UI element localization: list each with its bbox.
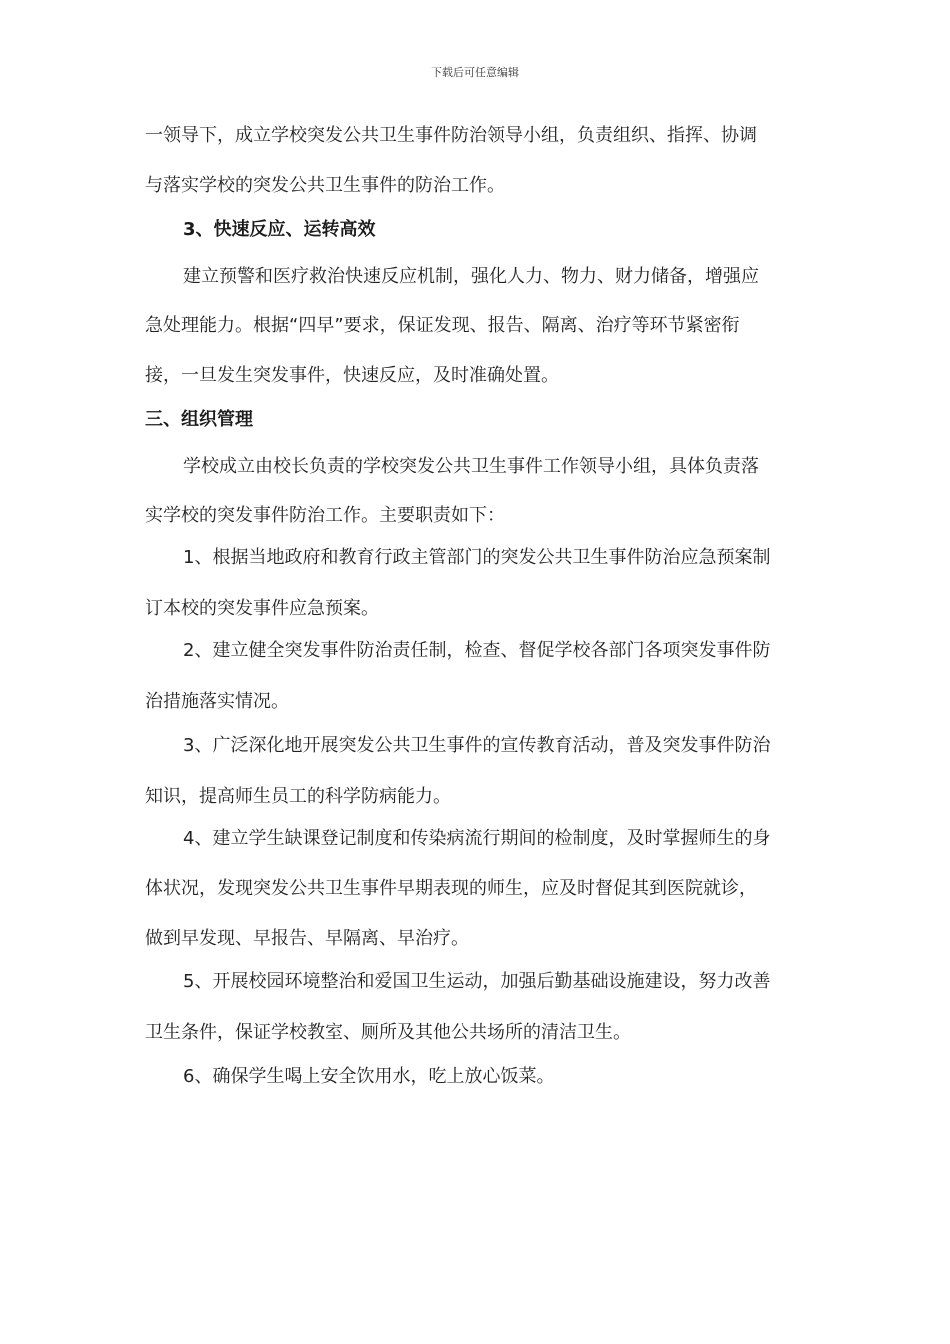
section-heading: 三、组织管理 bbox=[145, 409, 253, 430]
subsection-heading: 3、快速反应、运转高效 bbox=[183, 219, 376, 240]
list-item-line: 订本校的突发事件应急预案。 bbox=[145, 598, 379, 619]
paragraph-line: 实学校的突发事件防治工作。主要职责如下： bbox=[145, 505, 505, 526]
list-item-line: 治措施落实情况。 bbox=[145, 691, 289, 712]
paragraph-line: 接，一旦发生突发事件，快速反应，及时准确处置。 bbox=[145, 365, 559, 386]
paragraph-line: 建立预警和医疗救治快速反应机制，强化人力、物力、财力储备，增强应 bbox=[183, 266, 759, 287]
list-item-line: 卫生条件，保证学校教室、厕所及其他公共场所的清洁卫生。 bbox=[145, 1022, 631, 1043]
page-header: 下载后可任意编辑 bbox=[431, 66, 519, 79]
paragraph-line: 一领导下，成立学校突发公共卫生事件防治领导小组，负责组织、指挥、协调 bbox=[145, 125, 757, 146]
list-item-line: 6、确保学生喝上安全饮用水，吃上放心饭菜。 bbox=[183, 1066, 555, 1087]
list-item-line: 知识，提高师生员工的科学防病能力。 bbox=[145, 786, 451, 807]
paragraph-line: 与落实学校的突发公共卫生事件的防治工作。 bbox=[145, 175, 505, 196]
list-item-line: 体状况，发现突发公共卫生事件早期表现的师生，应及时督促其到医院就诊， bbox=[145, 878, 757, 899]
list-item-line: 3、广泛深化地开展突发公共卫生事件的宣传教育活动，普及突发事件防治 bbox=[183, 735, 771, 756]
list-item-line: 5、开展校园环境整治和爱国卫生运动，加强后勤基础设施建设，努力改善 bbox=[183, 971, 771, 992]
list-item-line: 做到早发现、早报告、早隔离、早治疗。 bbox=[145, 928, 469, 949]
list-item-line: 2、建立健全突发事件防治责任制，检查、督促学校各部门各项突发事件防 bbox=[183, 640, 771, 661]
paragraph-line: 学校成立由校长负责的学校突发公共卫生事件工作领导小组，具体负责落 bbox=[183, 456, 759, 477]
list-item-line: 4、建立学生缺课登记制度和传染病流行期间的检制度，及时掌握师生的身 bbox=[183, 828, 771, 849]
paragraph-line: 急处理能力。根据“四早”要求，保证发现、报告、隔离、治疗等环节紧密衔 bbox=[145, 315, 740, 336]
list-item-line: 1、根据当地政府和教育行政主管部门的突发公共卫生事件防治应急预案制 bbox=[183, 547, 771, 568]
